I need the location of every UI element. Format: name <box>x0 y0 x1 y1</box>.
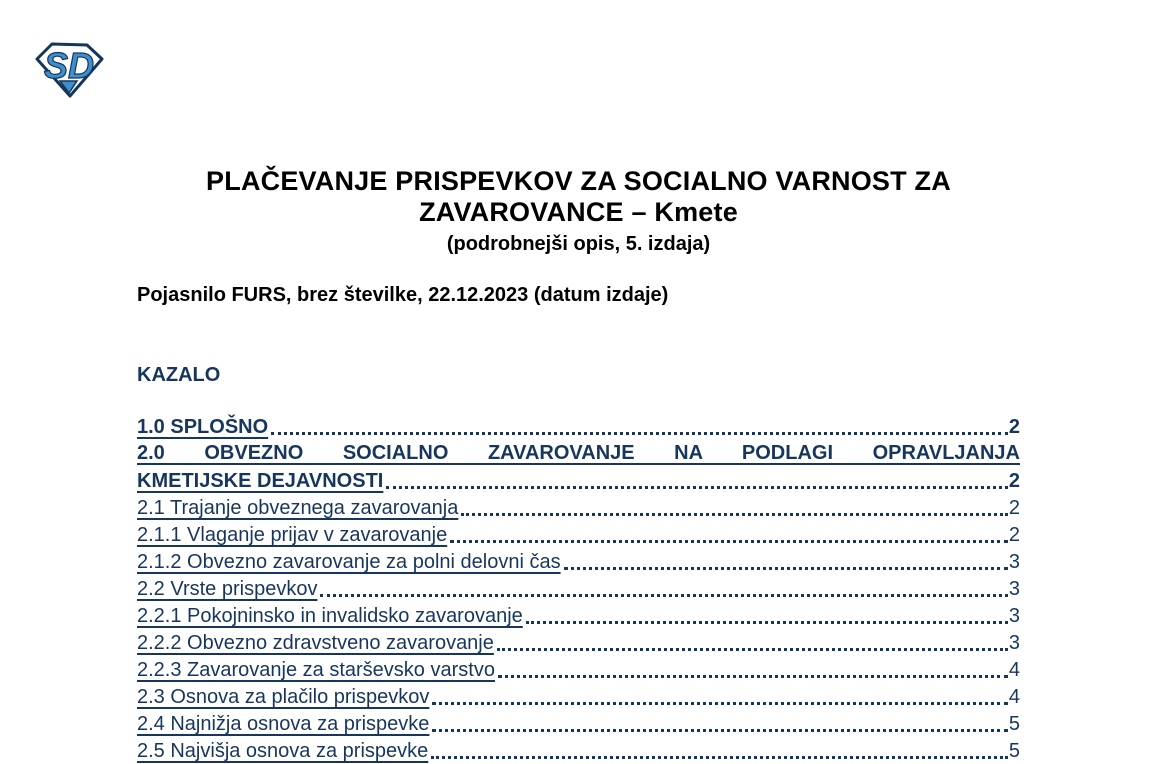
toc-row-1 <box>137 440 1020 467</box>
logo-letters: SD <box>43 45 95 86</box>
toc-page-number[interactable]: 2 <box>1008 470 1020 492</box>
toc-page-number[interactable]: 2 <box>1008 416 1020 438</box>
toc-page-number[interactable]: 4 <box>1008 659 1020 681</box>
toc-dotted-leader <box>431 756 1008 759</box>
toc-dotted-leader <box>432 729 1007 732</box>
toc-link[interactable]: 2.2.1 Pokojninsko in invalidsko zavarovanje <box>137 605 523 627</box>
toc-row-5 <box>137 548 1020 575</box>
toc-row-0 <box>137 413 1020 440</box>
title-line-1: PLAČEVANJE PRISPEVKOV ZA SOCIALNO VARNOST ZA <box>206 166 951 196</box>
toc-page-number[interactable]: 5 <box>1008 740 1020 762</box>
toc-heading: KAZALO <box>137 364 221 386</box>
issue-line: Pojasnilo FURS, brez številke, 22.12.2023 (datum izdaje) <box>137 284 669 306</box>
toc-row-3 <box>137 494 1020 521</box>
toc-page-number[interactable]: 3 <box>1008 605 1020 627</box>
toc-page-number[interactable]: 4 <box>1008 686 1020 708</box>
toc-row-8 <box>137 629 1020 656</box>
table-of-contents <box>137 413 1020 764</box>
title-subtitle: (podrobnejši opis, 5. izdaja) <box>446 233 711 255</box>
toc-dotted-leader <box>461 513 1008 516</box>
toc-link[interactable]: KMETIJSKE DEJAVNOSTI <box>137 470 384 492</box>
toc-row-4 <box>137 521 1020 548</box>
toc-page-number[interactable]: 5 <box>1008 713 1020 735</box>
toc-link[interactable]: 2.5 Najvišja osnova za prispevke <box>137 740 429 762</box>
toc-link[interactable]: 1.0 SPLOŠNO <box>137 416 269 438</box>
toc-row-10 <box>137 683 1020 710</box>
toc-page-number[interactable]: 3 <box>1008 578 1020 600</box>
toc-page-number[interactable]: 3 <box>1008 551 1020 573</box>
toc-dotted-leader <box>497 648 1008 651</box>
toc-row-9 <box>137 656 1020 683</box>
title-line-2: ZAVAROVANCE – Kmete <box>419 197 738 227</box>
toc-dotted-leader <box>271 432 1008 435</box>
toc-dotted-leader <box>386 486 1008 489</box>
sd-shield-logo <box>30 38 108 100</box>
toc-link[interactable]: 2.2.3 Zavarovanje za starševsko varstvo <box>137 659 495 681</box>
toc-row-11 <box>137 710 1020 737</box>
toc-dotted-leader <box>498 675 1008 678</box>
toc-link[interactable]: 2.1 Trajanje obveznega zavarovanja <box>137 497 459 519</box>
toc-page-number[interactable]: 3 <box>1008 632 1020 654</box>
toc-row-12 <box>137 737 1020 764</box>
toc-link[interactable]: 2.1.2 Obvezno zavarovanje za polni delovni čas <box>137 551 561 573</box>
document-title <box>137 166 1020 258</box>
toc-dotted-leader <box>526 621 1008 624</box>
toc-dotted-leader <box>320 594 1007 597</box>
toc-link[interactable]: 2.2 Vrste prispevkov <box>137 578 318 600</box>
toc-link[interactable]: 2.4 Najnižja osnova za prispevke <box>137 713 430 735</box>
toc-row-7 <box>137 602 1020 629</box>
toc-link[interactable]: 2.2.2 Obvezno zdravstveno zavarovanje <box>137 632 494 654</box>
toc-link[interactable]: 2.1.1 Vlaganje prijav v zavarovanje <box>137 524 448 546</box>
toc-row-2 <box>137 467 1020 494</box>
toc-dotted-leader <box>564 567 1008 570</box>
toc-link[interactable]: 2.3 Osnova za plačilo prispevkov <box>137 686 430 708</box>
toc-page-number[interactable]: 2 <box>1008 524 1020 546</box>
toc-row-6 <box>137 575 1020 602</box>
toc-dotted-leader <box>432 702 1008 705</box>
toc-link[interactable]: 2.0 OBVEZNO SOCIALNO ZAVAROVANJE NA PODLAGI OPRAVLJANJA <box>137 442 1020 464</box>
toc-page-number[interactable]: 2 <box>1008 497 1020 519</box>
toc-dotted-leader <box>450 540 1008 543</box>
